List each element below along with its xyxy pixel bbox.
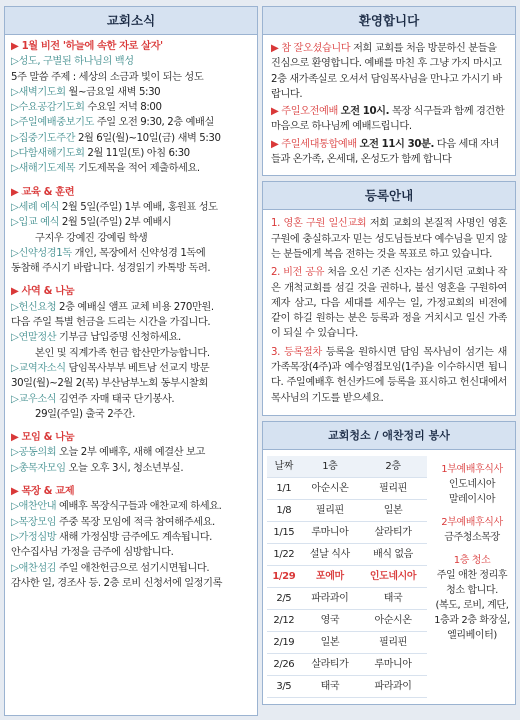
- vision-text: 1월 비전 '하늘에 속한 자로 살자': [21, 41, 163, 52]
- news-item-text: 기부금 납입증명 신청하세요.: [59, 332, 181, 344]
- news-item-label: 헌신요청: [18, 301, 57, 313]
- section-title: ▶ 목장 & 교제: [11, 486, 75, 498]
- welcome-item: [271, 137, 507, 168]
- schedule-cell: 살라티가: [301, 654, 359, 676]
- schedule-cell: 3/5: [267, 676, 301, 698]
- schedule-cell: 아순시온: [301, 478, 359, 500]
- schedule-cell: 태국: [359, 588, 427, 610]
- news-item: [11, 515, 251, 530]
- triangle-icon: ▷: [11, 86, 19, 98]
- side-note-value: 금주청소목장: [444, 531, 500, 543]
- registration-label: 3. 등록절차: [271, 346, 322, 358]
- schedule-title: 교회청소 / 애찬정리 봉사: [263, 422, 515, 450]
- news-item-text: 2층 예배실 앰프 교체 비용 270만원.: [59, 301, 214, 313]
- news-item-label: 다함새해기도회: [18, 148, 85, 160]
- news-item-text: 월~금요일 새벽 5:30: [68, 86, 161, 98]
- schedule-panel: [262, 421, 516, 706]
- registration-body: [263, 210, 515, 415]
- welcome-title: 환영합니다: [263, 7, 515, 35]
- news-item: [11, 407, 251, 422]
- news-item-label: 애찬섬김: [18, 562, 57, 574]
- triangle-icon: ▷: [11, 56, 19, 68]
- schedule-cell: 배식 없음: [359, 544, 427, 566]
- news-item-text: 예배후 목장식구들과 애찬교제 하세요.: [59, 501, 222, 513]
- news-item-label: 총목자모임: [18, 462, 66, 474]
- schedule-row: [267, 544, 427, 566]
- triangle-icon: ▷: [11, 462, 19, 474]
- news-item: [11, 545, 251, 560]
- welcome-item: [271, 41, 507, 102]
- news-item-text: 주중 목장 모임에 적극 참여해주세요.: [59, 516, 215, 528]
- church-news-title: 교회소식: [5, 7, 257, 35]
- news-item: [11, 115, 251, 130]
- news-item: [11, 161, 251, 176]
- schedule-cell: 일본: [301, 632, 359, 654]
- news-item-label: 애찬안내: [18, 501, 57, 513]
- schedule-cell: 2/19: [267, 632, 301, 654]
- schedule-cell: 1/22: [267, 544, 301, 566]
- triangle-icon: ▷: [11, 447, 19, 459]
- news-item-label: 성도, 구별된 하나님의 백성: [18, 56, 134, 68]
- schedule-cell: 인도네시아: [359, 566, 427, 588]
- news-item-label: 신약성경1독: [18, 247, 72, 259]
- news-item: [11, 361, 251, 376]
- welcome-text: 저희 교회를 처음 방문하신 분들을 진심으로 환영합니다. 예배를 마친 후 그냥 가지 마시고 2층 새가족실로 오셔서 담임목사님을 만나고 가시기 바랍니다.: [271, 43, 502, 100]
- news-item: [11, 499, 251, 514]
- welcome-label: 참 잘오셨습니다: [281, 43, 351, 54]
- news-item: [11, 146, 251, 161]
- triangle-icon: ▷: [11, 132, 19, 144]
- news-item: [11, 70, 251, 85]
- triangle-icon: ▷: [11, 102, 19, 114]
- schedule-cell: 포에마: [301, 566, 359, 588]
- schedule-row: [267, 632, 427, 654]
- news-item: [11, 215, 251, 230]
- news-item: [11, 100, 251, 115]
- schedule-table: [267, 456, 427, 699]
- news-item-text: 감사한 일, 경조사 등. 2층 로비 신청서에 일정기록: [11, 577, 223, 589]
- news-item-label: 교우소식: [18, 393, 57, 405]
- news-item-text: 2월 5일(주일) 1부 예배, 홍원표 성도: [61, 201, 218, 213]
- news-item-label: 세례 예식: [18, 201, 60, 213]
- triangle-icon: ▷: [11, 516, 19, 528]
- side-note-title: 2부예배후식사: [441, 516, 503, 528]
- registration-panel: [262, 181, 516, 416]
- registration-text: 등록을 원하시면 담임 목사님이 섬기는 새가족목장(4주)과 예수영접모임(1주)을 이수하시면 됩니다. 주일예배후 헌신카드에 등록을 표시하고 헌신대에서 목사님의 기도를 받으세요.: [271, 346, 508, 404]
- news-item-label: 새벽기도회: [18, 86, 66, 98]
- news-item: [11, 445, 251, 460]
- news-item-text: 주일 오전 9:30, 2층 예배실: [96, 117, 214, 129]
- news-item: [11, 392, 251, 407]
- registration-item: [271, 265, 507, 341]
- arrow-icon: ▶: [271, 43, 282, 54]
- news-item-text: 수요일 저녁 8:00: [87, 102, 162, 114]
- registration-text: 저희 교회의 본질적 사명인 영혼구원에 충실하고자 믿는 성도님들보다 예수님을 믿지 않는 분들에게 복음 전하는 것을 목표로 하고 있습니다.: [271, 218, 507, 260]
- section-title-text: 목장 & 교제: [21, 486, 75, 498]
- section-title-text: 교육 & 훈련: [21, 186, 75, 198]
- schedule-header-cell: 1층: [301, 456, 359, 478]
- news-item: [11, 231, 251, 246]
- schedule-row: [267, 566, 427, 588]
- news-item-text: 새해 가정심방 금주에도 계속됩니다.: [59, 531, 213, 543]
- schedule-cell: 아순시온: [359, 610, 427, 632]
- schedule-header-cell: 2층: [359, 456, 427, 478]
- welcome-item: [271, 104, 507, 135]
- news-item-label: 가정심방: [18, 531, 57, 543]
- news-item-text: 개인, 목장에서 신약성경 1독에: [74, 247, 206, 259]
- triangle-icon: ▷: [11, 247, 19, 259]
- schedule-side: [427, 456, 511, 651]
- schedule-cell: 1/29: [267, 566, 301, 588]
- schedule-cell: 2/26: [267, 654, 301, 676]
- schedule-cell: 영국: [301, 610, 359, 632]
- schedule-cell: 2/12: [267, 610, 301, 632]
- schedule-body: [263, 450, 515, 705]
- news-item-label: 공동의회: [18, 447, 57, 459]
- welcome-time: 오전 10시.: [340, 106, 390, 118]
- registration-item: [271, 216, 507, 262]
- news-item-label: 목장모임: [18, 516, 57, 528]
- news-item: [11, 561, 251, 576]
- schedule-cell: 파라과이: [359, 676, 427, 698]
- schedule-row: [267, 522, 427, 544]
- news-item-label: 수요공감기도회: [18, 102, 85, 114]
- news-item-label: 연말정산: [18, 332, 57, 344]
- news-item-label: 교역자소식: [18, 362, 66, 374]
- news-item-label: 새해기도제목: [18, 163, 76, 175]
- news-item: [11, 261, 251, 276]
- schedule-cell: 살라티가: [359, 522, 427, 544]
- right-column: [262, 6, 516, 710]
- registration-label: 2. 비전 공유: [271, 267, 325, 279]
- registration-title: 등록안내: [263, 182, 515, 210]
- church-news-panel: [4, 6, 258, 716]
- schedule-cell: 파라과이: [301, 588, 359, 610]
- news-item-text: 본인 및 직계가족 헌금 합산만가능합니다.: [35, 347, 210, 359]
- welcome-text: 다음 세대 자녀들과 온가족, 온세대, 온성도가 함께 합니다: [271, 138, 500, 166]
- news-item-text: 30일(월)~2월 2(목) 부산남부노회 동부시찰회: [11, 378, 208, 390]
- news-item-text: 주일 애찬헌금으로 섬기시면됩니다.: [59, 562, 210, 574]
- section-title-text: 모임 & 나눔: [21, 432, 75, 444]
- triangle-icon: ▷: [11, 117, 19, 129]
- schedule-cell: 태국: [301, 676, 359, 698]
- schedule-row: [267, 676, 427, 698]
- arrow-icon: ▶: [271, 138, 282, 150]
- news-item-text: 2월 5일(주일) 2부 예배시: [61, 217, 172, 229]
- schedule-cell: 설날 식사: [301, 544, 359, 566]
- schedule-row: [267, 500, 427, 522]
- vision-line: ▶ 1월 비전 '하늘에 속한 자로 살자': [11, 41, 163, 52]
- news-item-text: 안수집사님 가정을 금주에 심방합니다.: [11, 547, 174, 559]
- news-item: [11, 330, 251, 345]
- welcome-text: 목장 식구들과 함께 경건한 마음으로 하나님께 예배드립니다.: [271, 106, 505, 133]
- triangle-icon: ▷: [11, 148, 19, 160]
- schedule-row: [267, 610, 427, 632]
- schedule-cell: 1/8: [267, 500, 301, 522]
- schedule-row: [267, 478, 427, 500]
- triangle-icon: ▷: [11, 201, 19, 213]
- triangle-icon: ▷: [11, 362, 19, 374]
- news-item-label: 주일예배중보기도: [18, 117, 94, 129]
- registration-label: 1. 영혼 구원 일신교회: [271, 218, 367, 230]
- news-item-text: 기도제목을 적어 제출하세요.: [77, 163, 200, 175]
- triangle-icon: ▷: [11, 531, 19, 543]
- news-item-text: 구지우 강예진 강예림 학생: [35, 232, 148, 244]
- news-item: [11, 246, 251, 261]
- triangle-icon: ▷: [11, 332, 19, 344]
- news-item: [11, 376, 251, 391]
- news-item: [11, 576, 251, 591]
- triangle-icon: ▷: [11, 163, 19, 175]
- news-item-text: 오늘 오후 3시, 청소년부실.: [68, 462, 184, 474]
- schedule-header-row: [267, 456, 427, 478]
- news-item: [11, 200, 251, 215]
- news-item-text: 2월 11일(토) 아침 6:30: [87, 148, 190, 160]
- news-item-text: 29일(주일) 출국 2주간.: [35, 408, 135, 420]
- triangle-icon: ▷: [11, 562, 19, 574]
- news-item: [11, 346, 251, 361]
- welcome-label: 주일세대통합예배: [281, 138, 357, 150]
- schedule-cell: 루마니아: [359, 654, 427, 676]
- news-item-label: 집중기도주간: [18, 132, 76, 144]
- welcome-time: 오전 11시 30분.: [359, 138, 434, 150]
- news-item: [11, 131, 251, 146]
- news-item: [11, 54, 251, 69]
- welcome-body: [263, 35, 515, 175]
- news-item: [11, 530, 251, 545]
- arrow-icon: ▶: [271, 106, 282, 118]
- news-item-text: 담임목사부부 베트남 선교지 방문: [68, 362, 210, 374]
- news-item-text: 김연주 자매 태국 단기봉사.: [59, 393, 175, 405]
- news-item-text: 2월 6일(월)~10일(금) 새벽 5:30: [77, 132, 221, 144]
- news-item: [11, 85, 251, 100]
- triangle-icon: ▷: [11, 393, 19, 405]
- section-title-text: 사역 & 나눔: [21, 286, 75, 298]
- section-title: ▶ 모임 & 나눔: [11, 432, 75, 444]
- triangle-icon: ▷: [11, 501, 19, 513]
- triangle-icon: ▷: [11, 217, 19, 229]
- schedule-header-cell: 날짜: [267, 456, 301, 478]
- schedule-cell: 2/5: [267, 588, 301, 610]
- news-item-text: 동참해 주시기 바랍니다. 성경읽기 카톡방 독려.: [11, 263, 211, 275]
- section-title: ▶ 교육 & 훈련: [11, 186, 75, 198]
- side-note-title: 1부예배후식사: [441, 463, 503, 475]
- news-item-text: 다음 주일 특별 헌금을 드리는 시간을 가집니다.: [11, 317, 211, 329]
- schedule-cell: 1/1: [267, 478, 301, 500]
- news-item-text: 오늘 2부 예배후, 새해 예결산 보고: [59, 447, 205, 459]
- welcome-panel: [262, 6, 516, 176]
- news-item: [11, 461, 251, 476]
- church-news-body: [5, 35, 257, 591]
- triangle-icon: ▷: [11, 301, 19, 313]
- registration-text: 처음 오신 기존 신자는 섬기시던 교회나 작은 개척교회를 섬길 것을 권하나, 불신 영혼을 구원하여 제자 삼고, 다음 세대를 세우는 일, 가정교회의 비전에 같이 하길 원하는 분은 등록과 정을 거치시고 일신 가족이 되실 수 있습니다.: [271, 267, 507, 340]
- news-item-text: 5주 말씀 주제 : 세상의 소금과 빛이 되는 성도: [11, 71, 204, 83]
- schedule-cell: 필리핀: [359, 632, 427, 654]
- schedule-cell: 필리핀: [301, 500, 359, 522]
- registration-item: [271, 345, 507, 406]
- schedule-cell: 필리핀: [359, 478, 427, 500]
- schedule-cell: 일본: [359, 500, 427, 522]
- schedule-cell: 1/15: [267, 522, 301, 544]
- schedule-row: [267, 654, 427, 676]
- side-note-value: 인도네시아 말레이시아: [448, 478, 496, 505]
- welcome-label: 주일오전예배: [281, 106, 338, 118]
- section-title: ▶ 사역 & 나눔: [11, 286, 75, 298]
- side-note-title: 1층 청소: [453, 554, 491, 566]
- schedule-row: [267, 588, 427, 610]
- news-item: [11, 300, 251, 315]
- side-note-value: 주일 애찬 정리후 청소 합니다. (복도, 로비, 계단, 1층과 2층 화장실, 엘리베이터): [434, 569, 510, 641]
- news-item: [11, 315, 251, 330]
- schedule-cell: 루마니아: [301, 522, 359, 544]
- news-item-label: 입교 예식: [18, 217, 60, 229]
